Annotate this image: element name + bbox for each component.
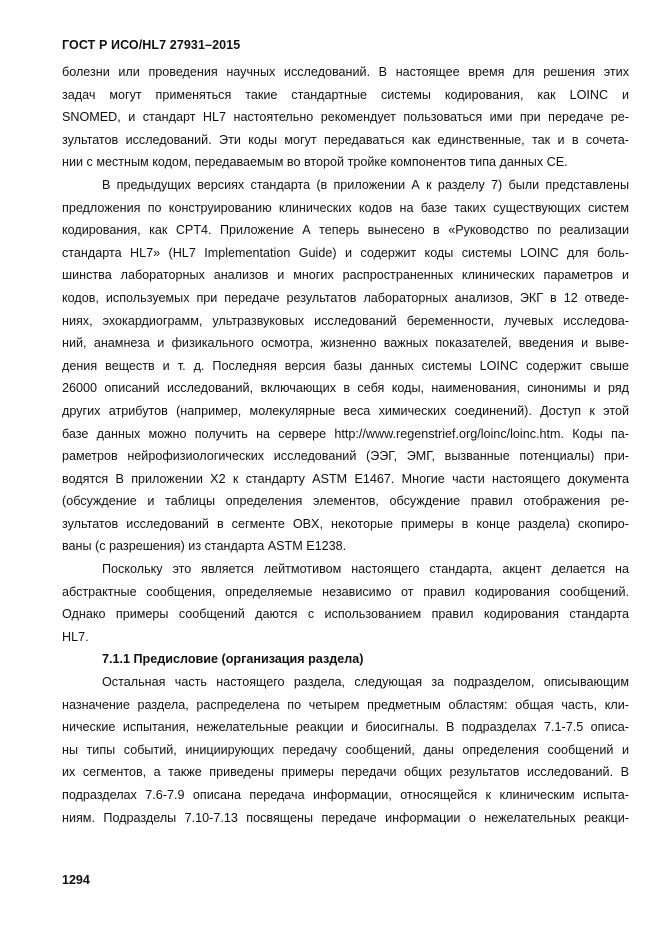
text-line: кодов, используемых при передаче результатов лабораторных анализов, ЭКГ в 12 отведе- bbox=[62, 290, 629, 305]
text-line: Остальная часть настоящего раздела, следующая за подразделом, описывающим bbox=[102, 675, 629, 690]
text-line: ний, анамнеза и физикального осмотра, жизненно важных показателей, введения и выве- bbox=[62, 336, 629, 351]
text-line: стандарта HL7» (HL7 Implementation Guide) и содержит коды системы LOINC для боль- bbox=[62, 245, 629, 260]
text-line: нии с местным кодом, передаваемым во второй тройке компонентов типа данных СЕ. bbox=[62, 155, 568, 170]
text-line: дения веществ и т. д. Последняя версия базы данных системы LOINC содержит свыше bbox=[62, 358, 629, 373]
section-heading: 7.1.1 Предисловие (организация раздела) bbox=[102, 652, 364, 667]
text-line: водятся В приложении Х2 к стандарту ASTM E1467. Многие части настоящего документа bbox=[62, 471, 629, 486]
text-line: базе данных можно получить на сервере http://www.regenstrief.org/loinc/loinc.htm. Коды па- bbox=[62, 426, 629, 441]
text-line: их сегментов, а также приведены примеры передачи общих результатов исследований. В bbox=[62, 765, 629, 780]
text-line: ваны (с разрешения) из стандарта ASTM E1238. bbox=[62, 539, 347, 554]
text-line: кодирования, как CPT4. Приложение А теперь вынесено в «Руководство по реализации bbox=[62, 223, 629, 238]
text-line: нические испытания, нежелательные реакции и биосигналы. В подразделах 7.1-7.5 описа- bbox=[62, 720, 629, 735]
text-line: Поскольку это является лейтмотивом настоящего стандарта, акцент делается на bbox=[102, 562, 629, 577]
document-body bbox=[62, 61, 629, 829]
text-line: раметров нейрофизиологических исследований (ЭЭГ, ЭМГ, вызванные потенциалы) при- bbox=[62, 449, 629, 464]
text-line: болезни или проведения научных исследований. В настоящее время для решения этих bbox=[62, 65, 629, 79]
text-line: задач могут применяться такие стандартные системы кодирования, как LOINC и bbox=[62, 87, 629, 102]
text-line: HL7. bbox=[62, 629, 89, 644]
text-line: подразделах 7.6-7.9 описана передача информации, относящейся к клиническим испыта- bbox=[62, 788, 629, 802]
text-line: SNOMED, и стандарт HL7 настоятельно рекомендует пользоваться ими при передаче ре- bbox=[62, 110, 629, 125]
text-line: зультатов исследований. Эти коды могут передаваться как единственные, так и в сочета- bbox=[62, 132, 629, 147]
text-line: ны типы событий, инициирующих передачу сообщений, даны определения сообщений и bbox=[62, 742, 629, 757]
text-line: предложения по конструированию клинических кодов на базе таких существующих систем bbox=[62, 200, 629, 215]
text-line: 26000 описаний исследований, включающих в себя коды, наименования, синонимы и ряд bbox=[62, 381, 629, 396]
text-line: ниям. Подразделы 7.10-7.13 посвящены передаче информации о нежелательных реакци- bbox=[62, 810, 629, 825]
text-line: ниях, эхокардиограмм, ультразвуковых исследований беременности, лучевых исследова- bbox=[62, 313, 629, 328]
text-line: Однако примеры сообщений даются с использованием правил кодирования стандарта bbox=[62, 607, 629, 622]
document-header: ГОСТ Р ИСО/HL7 27931–2015 bbox=[62, 38, 241, 52]
text-line: В предыдущих версиях стандарта (в приложении А к разделу 7) были представлены bbox=[102, 177, 629, 192]
text-line: зультатов исследований в сегменте OBX, некоторые примеры в конце раздела) скопиро- bbox=[62, 516, 629, 531]
text-line: назначение раздела, распределена по четырем предметным областям: общая часть, кли- bbox=[62, 697, 629, 712]
text-line: (обсуждение и таблицы определения элементов, обсуждение правил отображения ре- bbox=[62, 494, 629, 509]
page-number: 1294 bbox=[62, 873, 90, 887]
text-line: других атрибутов (например, молекулярные веса химических соединений). Доступ к этой bbox=[62, 403, 629, 418]
text-line: шинства лабораторных анализов и многих распространенных клинических параметров и bbox=[62, 268, 629, 283]
text-line: абстрактные сообщения, определяемые независимо от правил кодирования сообщений. bbox=[62, 584, 629, 599]
